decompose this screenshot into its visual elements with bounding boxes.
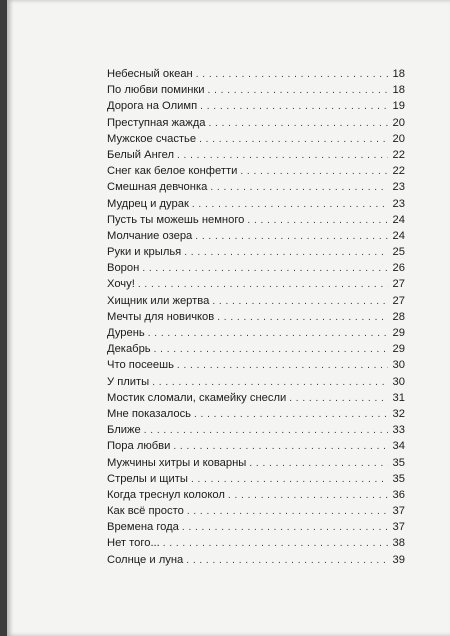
toc-dot-leader bbox=[196, 67, 388, 83]
toc-dot-leader bbox=[187, 504, 388, 520]
toc-dot-leader bbox=[173, 439, 388, 455]
toc-dot-leader bbox=[177, 148, 388, 164]
toc-dot-leader bbox=[148, 326, 388, 342]
toc-entry-title: Когда треснул колокол bbox=[107, 488, 225, 501]
toc-entry-page-number: 37 bbox=[392, 521, 405, 534]
toc-entry-title: Солнце и луна bbox=[107, 553, 184, 566]
toc-entry bbox=[107, 357, 405, 373]
toc-dot-leader bbox=[209, 116, 389, 132]
toc-entry-title: Белый Ангел bbox=[107, 148, 174, 161]
toc-entry bbox=[107, 406, 405, 422]
toc-entry bbox=[107, 163, 405, 179]
toc-dot-leader bbox=[194, 407, 388, 423]
toc-dot-leader bbox=[212, 294, 388, 310]
toc-entry-page-number: 29 bbox=[392, 343, 405, 356]
toc-dot-leader bbox=[177, 358, 388, 374]
toc-entry-page-number: 28 bbox=[392, 310, 405, 323]
toc-entry-page-number: 34 bbox=[392, 440, 405, 453]
toc-dot-leader bbox=[142, 261, 388, 277]
toc-entry-title: Мне показалось bbox=[107, 407, 191, 420]
toc-dot-leader bbox=[240, 164, 388, 180]
toc-dot-leader bbox=[182, 520, 388, 536]
toc-entry bbox=[107, 374, 405, 390]
toc-entry-title: Небесный океан bbox=[107, 68, 193, 80]
toc-entry bbox=[107, 212, 405, 228]
toc-entry-title: Мудрец и дурак bbox=[107, 197, 189, 210]
toc-entry-title: Времена года bbox=[107, 521, 179, 534]
toc-entry-page-number: 22 bbox=[392, 148, 405, 161]
toc-entry-page-number: 39 bbox=[392, 553, 405, 566]
toc-entry-page-number: 25 bbox=[392, 246, 405, 259]
toc-entry bbox=[107, 179, 405, 195]
toc-entry-title: Хочу! bbox=[107, 278, 135, 291]
toc-dot-leader bbox=[154, 342, 388, 358]
toc-entry bbox=[107, 196, 405, 212]
toc-entry-page-number: 22 bbox=[392, 165, 405, 178]
toc-dot-leader bbox=[186, 553, 388, 569]
toc-entry bbox=[107, 471, 405, 487]
toc-dot-leader bbox=[228, 488, 388, 504]
toc-entry-page-number: 37 bbox=[392, 505, 405, 518]
toc-dot-leader bbox=[289, 391, 388, 407]
toc-entry bbox=[107, 293, 405, 309]
toc-entry bbox=[107, 260, 405, 276]
toc-dot-leader bbox=[199, 132, 388, 148]
toc-entry-title: Нет того... bbox=[107, 537, 160, 550]
toc-entry-page-number: 36 bbox=[392, 488, 405, 501]
toc-entry bbox=[107, 66, 405, 82]
toc-dot-leader bbox=[138, 277, 388, 293]
toc-entry bbox=[107, 147, 405, 163]
toc-entry-page-number: 29 bbox=[392, 327, 405, 339]
toc-entry-title: У плиты bbox=[107, 375, 150, 388]
toc-entry-title: Мостик сломали, скамейку снесли bbox=[107, 391, 287, 404]
toc-entry-title: Дорога на Олимп bbox=[107, 100, 198, 113]
toc-dot-leader bbox=[195, 229, 388, 245]
table-of-contents bbox=[107, 66, 405, 568]
toc-entry-title: Преступная жажда bbox=[107, 116, 206, 129]
toc-entry-title: По любви поминки bbox=[107, 84, 205, 97]
toc-entry-title: Мужское счастье bbox=[107, 132, 197, 145]
toc-dot-leader bbox=[210, 180, 388, 196]
toc-entry-page-number: 18 bbox=[392, 68, 405, 80]
toc-entry-page-number: 38 bbox=[392, 537, 405, 550]
toc-entry-title: Что посеешь bbox=[107, 359, 174, 372]
toc-dot-leader bbox=[184, 245, 388, 261]
toc-dot-leader bbox=[200, 99, 388, 115]
toc-entry-page-number: 23 bbox=[392, 181, 405, 194]
toc-entry bbox=[107, 228, 405, 244]
toc-entry bbox=[107, 244, 405, 260]
toc-entry-title: Мечты для новичков bbox=[107, 310, 215, 323]
toc-entry-title: Руки и крылья bbox=[107, 246, 182, 259]
toc-entry-page-number: 26 bbox=[392, 262, 405, 275]
toc-entry-page-number: 35 bbox=[392, 472, 405, 485]
toc-entry bbox=[107, 487, 405, 503]
toc-entry-title: Хищник или жертва bbox=[107, 294, 210, 307]
toc-entry-title: Молчание озера bbox=[107, 229, 193, 242]
toc-dot-leader bbox=[191, 472, 388, 488]
toc-entry-page-number: 24 bbox=[392, 213, 405, 226]
toc-dot-leader bbox=[163, 536, 388, 552]
toc-entry bbox=[107, 98, 405, 114]
toc-entry-title: Как всё просто bbox=[107, 505, 184, 518]
toc-entry-page-number: 31 bbox=[392, 391, 405, 404]
toc-entry-title: Ворон bbox=[107, 262, 140, 275]
toc-entry bbox=[107, 341, 405, 357]
toc-entry-title: Смешная девчонка bbox=[107, 181, 208, 194]
toc-entry-page-number: 24 bbox=[392, 229, 405, 242]
toc-entry bbox=[107, 503, 405, 519]
toc-entry-page-number: 27 bbox=[392, 294, 405, 307]
toc-entry bbox=[107, 552, 405, 568]
toc-entry-page-number: 30 bbox=[392, 359, 405, 372]
toc-dot-leader bbox=[192, 197, 388, 213]
toc-dot-leader bbox=[247, 213, 388, 229]
toc-entry-title: Ближе bbox=[107, 424, 141, 437]
toc-entry-title: Дурень bbox=[107, 327, 145, 339]
toc-entry bbox=[107, 535, 405, 551]
toc-entry bbox=[107, 309, 405, 325]
toc-entry-page-number: 35 bbox=[392, 456, 405, 469]
toc-entry bbox=[107, 390, 405, 406]
toc-dot-leader bbox=[144, 423, 388, 439]
toc-entry-page-number: 30 bbox=[392, 375, 405, 388]
toc-entry-page-number: 18 bbox=[392, 84, 405, 97]
toc-entry bbox=[107, 276, 405, 292]
toc-entry bbox=[107, 131, 405, 147]
toc-dot-leader bbox=[249, 456, 388, 472]
toc-entry bbox=[107, 325, 405, 341]
toc-dot-leader bbox=[208, 83, 388, 99]
toc-entry-page-number: 20 bbox=[392, 132, 405, 145]
toc-dot-leader bbox=[152, 375, 388, 391]
toc-entry-title: Декабрь bbox=[107, 343, 151, 356]
toc-entry bbox=[107, 519, 405, 535]
toc-entry bbox=[107, 438, 405, 454]
toc-entry-page-number: 19 bbox=[392, 100, 405, 113]
toc-entry-title: Снег как белое конфетти bbox=[107, 165, 238, 178]
toc-entry-title: Мужчины хитры и коварны bbox=[107, 456, 247, 469]
toc-entry bbox=[107, 82, 405, 98]
toc-entry bbox=[107, 115, 405, 131]
toc-entry-title: Стрелы и щиты bbox=[107, 472, 188, 485]
toc-entry-page-number: 33 bbox=[392, 424, 405, 437]
book-page bbox=[7, 0, 450, 636]
toc-dot-leader bbox=[217, 310, 388, 326]
toc-entry-page-number: 20 bbox=[392, 116, 405, 129]
toc-entry-page-number: 27 bbox=[392, 278, 405, 291]
toc-entry-page-number: 32 bbox=[392, 407, 405, 420]
toc-entry bbox=[107, 455, 405, 471]
toc-entry-title: Пусть ты можешь немного bbox=[107, 213, 245, 226]
toc-entry bbox=[107, 422, 405, 438]
toc-entry-title: Пора любви bbox=[107, 440, 171, 453]
toc-entry-page-number: 23 bbox=[392, 197, 405, 210]
